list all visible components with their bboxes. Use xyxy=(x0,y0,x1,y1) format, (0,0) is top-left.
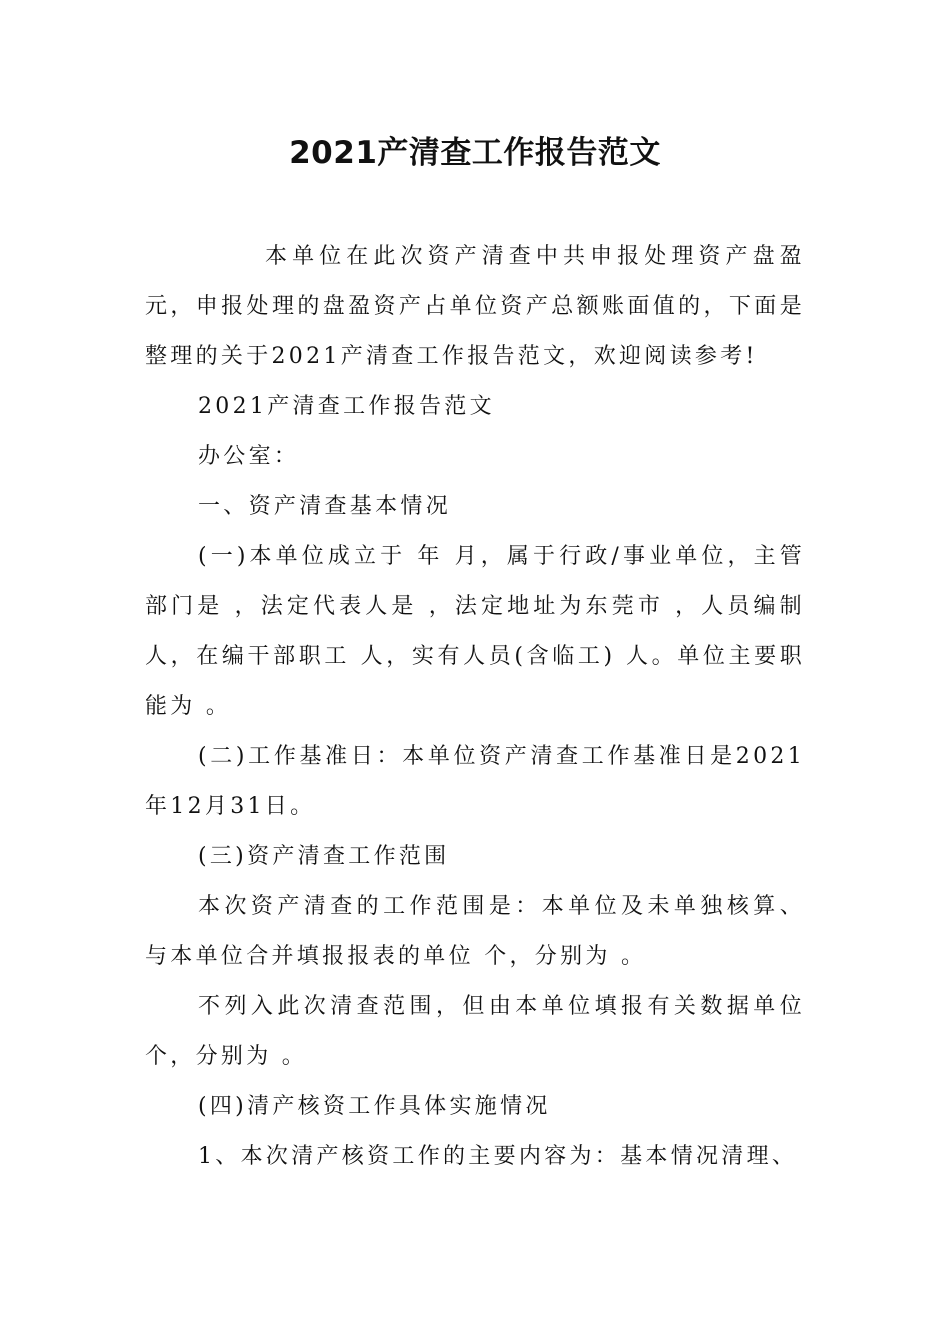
addressee-line: 办公室： xyxy=(198,444,300,469)
paragraph-base-date: (二)工作基准日：本单位资产清查工作基准日是2021年12月31日。 xyxy=(145,744,805,819)
intro-paragraph: 本单位在此次资产清查中共申报处理资产盘盈元，申报处理的盘盈资产占单位资产总额账面值的，下面是整理的关于2021产清查工作报告范文，欢迎阅读参考! xyxy=(145,244,805,369)
section-heading-1: 一、资产清查基本情况 xyxy=(198,494,452,519)
paragraph-excluded-units: 不列入此次清查范围，但由本单位填报有关数据单位个，分别为 。 xyxy=(145,994,805,1069)
document-title: 2021产清查工作报告范文 xyxy=(289,135,661,171)
subsection-heading-scope: (三)资产清查工作范围 xyxy=(198,844,450,869)
subtitle-line: 2021产清查工作报告范文 xyxy=(198,394,495,419)
document-body xyxy=(145,232,805,1182)
paragraph-basic-info: (一)本单位成立于 年 月，属于行政/事业单位，主管部门是 ，法定代表人是 ，法定地址为东莞市 ，人员编制人，在编干部职工 人，实有人员(含临工) 人。单位主要职能为 。 xyxy=(145,544,805,719)
paragraph-main-content: 1、本次清产核资工作的主要内容为：基本情况清理、 xyxy=(198,1144,798,1169)
subsection-heading-implementation: (四)清产核资工作具体实施情况 xyxy=(198,1094,551,1119)
paragraph-scope: 本次资产清查的工作范围是：本单位及未单独核算、与本单位合并填报报表的单位 个，分别为 。 xyxy=(145,894,805,969)
